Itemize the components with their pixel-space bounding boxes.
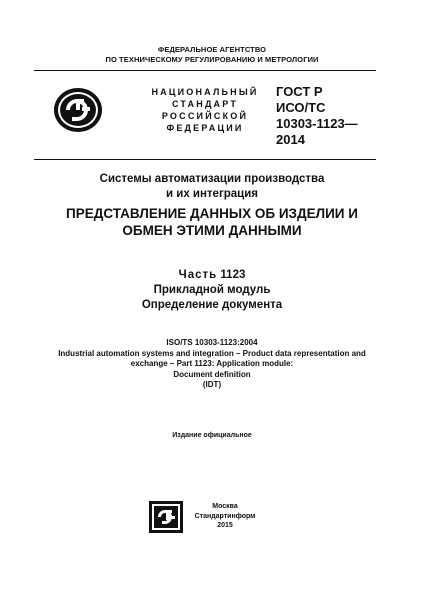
series-line-1: Системы автоматизации производства [99, 173, 325, 185]
std-desc-line-1: НАЦИОНАЛЬНЫЙ [151, 87, 259, 97]
series-title [20, 172, 404, 202]
part-line-3: Определение документа [141, 299, 283, 311]
part-line-2: Прикладной модуль [153, 284, 271, 296]
publisher-city: Москва [212, 503, 238, 510]
std-desc-line-4: ФЕДЕРАЦИИ [166, 123, 244, 133]
main-title-line-1: ПРЕДСТАВЛЕНИЕ ДАННЫХ ОБ ИЗДЕЛИИ И [66, 206, 358, 221]
iso-line-3: exchange – Part 1123: Application module: [130, 359, 294, 368]
edition-label: Издание официальное [172, 432, 252, 439]
main-title-line-2: ОБМЕН ЭТИМИ ДАННЫМИ [122, 223, 302, 238]
part-number: 1123 [220, 269, 246, 281]
publisher-name: Стандартинформ [194, 512, 256, 520]
agency-header [40, 45, 384, 65]
publisher-year: 2015 [217, 522, 233, 529]
main-title [20, 205, 404, 239]
rst-logo-icon [52, 85, 104, 135]
iso-line-1: ISO/TS 10303-1123:2004 [166, 338, 258, 347]
iso-line-5: (IDT) [202, 380, 222, 389]
agency-line-1: ФЕДЕРАЛЬНОЕ АГЕНТСТВО [157, 45, 267, 54]
top-divider [34, 70, 376, 71]
code-line-3: 10303-1123— [276, 116, 358, 131]
code-line-1: ГОСТ Р [276, 84, 323, 99]
iso-line-4: Document definition [173, 369, 251, 379]
iso-line-2: Industrial automation systems and integration – Product data representation and [58, 348, 366, 358]
code-line-2: ИСО/ТС [276, 100, 326, 115]
agency-line-2: ПО ТЕХНИЧЕСКОМУ РЕГУЛИРОВАНИЮ И МЕТРОЛОГИИ [105, 55, 319, 64]
code-line-4: 2014 [276, 132, 305, 147]
publisher-info [190, 502, 260, 531]
iso-reference [20, 338, 404, 391]
standard-code [276, 84, 376, 148]
standard-description [140, 86, 270, 134]
part-label: Часть [178, 269, 218, 281]
std-desc-line-2: СТАНДАРТ [171, 99, 239, 109]
part-heading [20, 268, 404, 283]
part-title [20, 268, 404, 313]
standartinform-logo-icon [148, 500, 184, 534]
std-desc-line-3: РОССИЙСКОЙ [161, 111, 249, 121]
series-line-2: и их интеграция [165, 188, 259, 200]
bottom-divider [34, 159, 376, 160]
